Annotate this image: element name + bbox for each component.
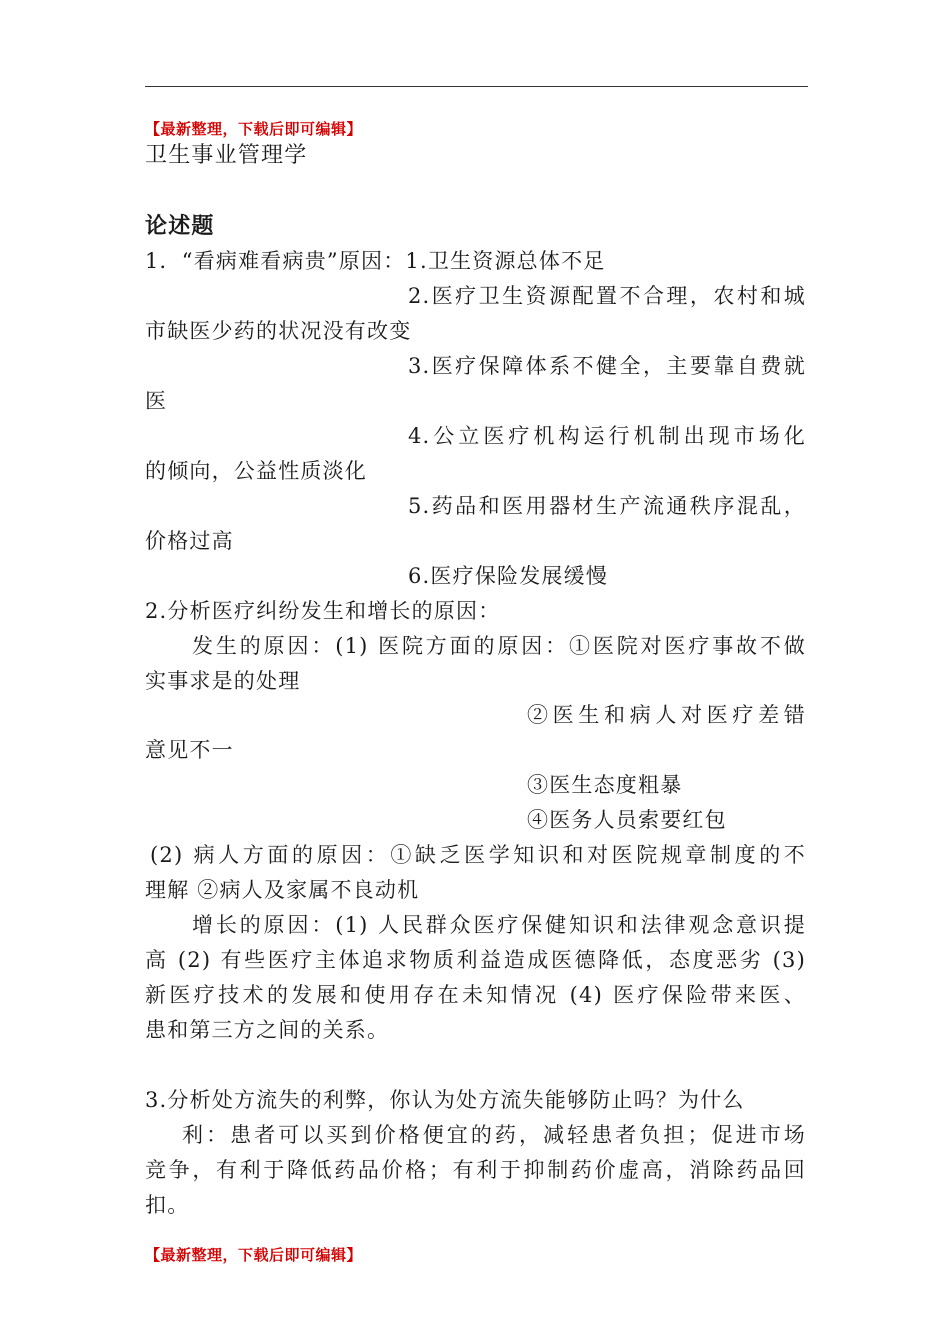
text-line: 高 (2) 有些医疗主体追求物质利益造成医德降低，态度恶劣 (3) xyxy=(145,948,806,972)
text-line: 4.公立医疗机构运行机制出现市场化 xyxy=(408,424,806,448)
text-line: 实事求是的处理 xyxy=(145,669,301,693)
doc-title: 卫生事业管理学 xyxy=(145,143,308,168)
text-line: 患和第三方之间的关系。 xyxy=(145,1018,390,1042)
text-line: 3.医疗保障体系不健全，主要靠自费就 xyxy=(408,354,806,378)
text-line: 利：患者可以买到价格便宜的药，减轻患者负担；促进市场 xyxy=(182,1123,806,1147)
text-line: (2) 病人方面的原因：①缺乏医学知识和对医院规章制度的不 xyxy=(150,843,806,867)
header-rule xyxy=(145,86,808,87)
text-line: 2.医疗卫生资源配置不合理，农村和城 xyxy=(408,284,806,308)
text-line: 理解 ②病人及家属不良动机 xyxy=(145,878,420,902)
text-line: 1．“看病难看病贵”原因：1.卫生资源总体不足 xyxy=(145,249,606,273)
footer-banner: 【最新整理，下载后即可编辑】 xyxy=(145,1246,363,1264)
text-line: 的倾向，公益性质淡化 xyxy=(145,459,367,483)
text-line: 增长的原因：(1) 人民群众医疗保健知识和法律观念意识提 xyxy=(192,913,806,937)
text-line: 医 xyxy=(145,389,168,413)
text-line: 意见不一 xyxy=(145,738,234,762)
text-line: 2.分析医疗纠纷发生和增长的原因： xyxy=(145,599,501,623)
text-line: ④医务人员索要红包 xyxy=(527,808,727,832)
text-line: 价格过高 xyxy=(145,529,234,553)
text-line: ③医生态度粗暴 xyxy=(527,773,683,797)
text-line: 市缺医少药的状况没有改变 xyxy=(145,319,412,343)
header-banner: 【最新整理，下载后即可编辑】 xyxy=(145,120,363,138)
text-line: 扣。 xyxy=(145,1193,190,1217)
text-line: 竞争，有利于降低药品价格；有利于抑制药价虚高，消除药品回 xyxy=(145,1158,806,1182)
text-line: 5.药品和医用器材生产流通秩序混乱， xyxy=(408,494,806,518)
text-line: ②医生和病人对医疗差错 xyxy=(527,703,806,727)
text-line: 3.分析处方流失的利弊，你认为处方流失能够防止吗？为什么 xyxy=(145,1088,745,1112)
text-line: 发生的原因：(1) 医院方面的原因：①医院对医疗事故不做 xyxy=(192,634,806,658)
text-line: 6.医疗保险发展缓慢 xyxy=(408,564,609,588)
text-line: 新医疗技术的发展和使用存在未知情况 (4) 医疗保险带来医、 xyxy=(145,983,806,1007)
section-heading: 论述题 xyxy=(145,213,215,239)
